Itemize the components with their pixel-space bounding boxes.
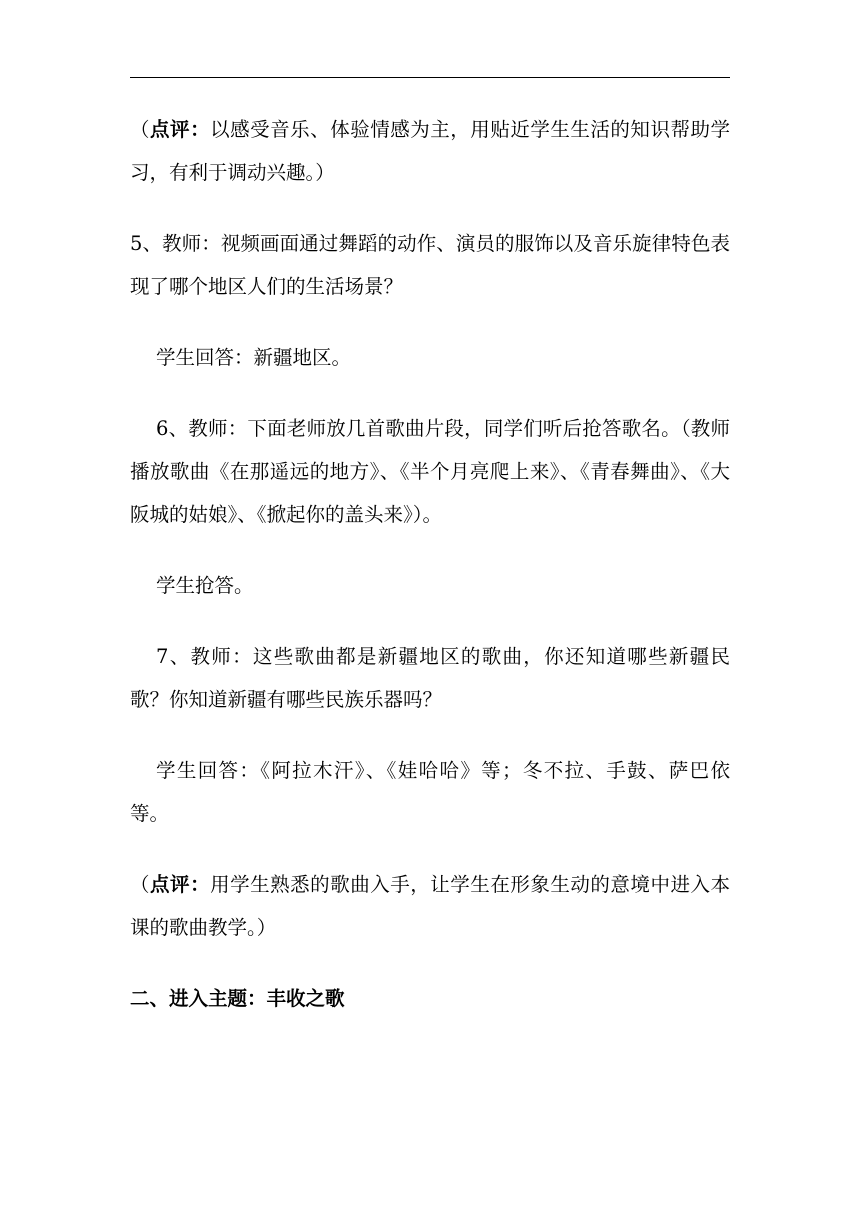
- commentary-paragraph-1: [130, 108, 730, 194]
- student-answer-7: 学生回答：《阿拉木汗》、《娃哈哈》等；冬不拉、手鼓、萨巴依等。: [130, 759, 730, 825]
- commentary-text: 以感受音乐、体验情感为主，用贴近学生生活的知识帮助学习，有利于调动兴趣。）: [130, 118, 730, 184]
- commentary-open-paren: （: [130, 873, 151, 896]
- teacher-question-6: 6、教师：下面老师放几首歌曲片段，同学们听后抢答歌名。（教师播放歌曲《在那遥远的地方》、《半个月亮爬上来》、《青春舞曲》、《大阪城的姑娘》、《掀起你的盖头来》）。: [130, 417, 730, 526]
- teacher-question-5: 5、教师：视频画面通过舞蹈的动作、演员的服饰以及音乐旋律特色表现了哪个地区人们的生活场景？: [130, 232, 730, 298]
- section-heading: 二、进入主题：丰收之歌: [130, 987, 345, 1010]
- commentary-paragraph-2: [130, 863, 730, 949]
- student-answer-6: 学生抢答。: [156, 574, 254, 597]
- commentary-text: 用学生熟悉的歌曲入手，让学生在形象生动的意境中进入本课的歌曲教学。）: [130, 873, 730, 939]
- document-body: [130, 108, 730, 1048]
- student-answer-5: 学生回答：新疆地区。: [156, 346, 352, 369]
- teacher-question-7: 7、教师：这些歌曲都是新疆地区的歌曲，你还知道哪些新疆民歌？你知道新疆有哪些民族乐器吗？: [130, 645, 730, 711]
- commentary-label: 点评：: [150, 873, 211, 896]
- commentary-open-paren: （: [130, 118, 151, 141]
- header-rule: [130, 77, 730, 78]
- commentary-label: 点评：: [150, 118, 211, 141]
